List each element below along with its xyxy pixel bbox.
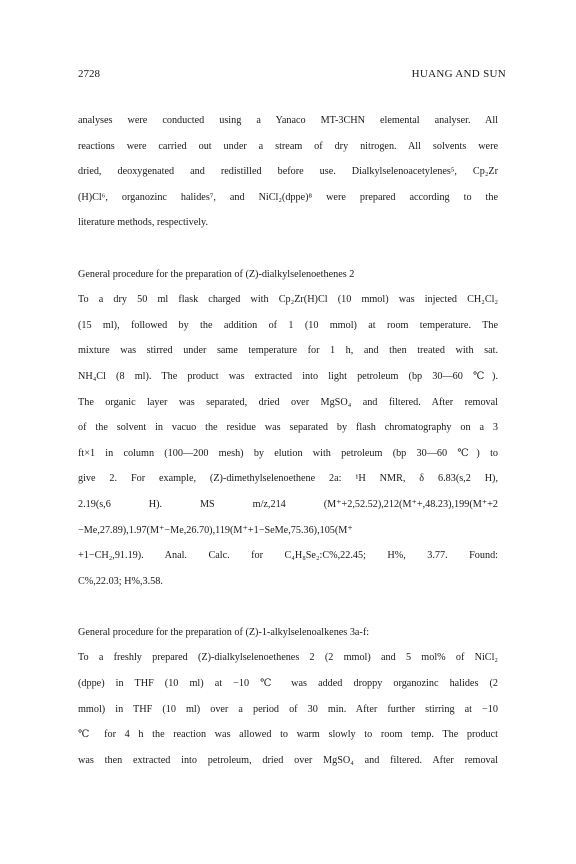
text-line: NH₄Cl (8 ml). The product was extracted into light petroleum (bp 30—60 ℃).: [78, 370, 498, 382]
text-line: 2.19(s,6 H). MS m/z,214 (M⁺+2,52.52),212(M⁺+,48.23),199(M⁺+2: [78, 498, 498, 510]
text-line: (dppe) in THF (10 ml) at −10 ℃ was added droppy organozinc halides (2: [78, 678, 498, 690]
text-line: C%,22.03; H%,3.58.: [78, 575, 163, 587]
page-header: [72, 68, 504, 82]
running-title: HUANG AND SUN: [411, 68, 506, 80]
paragraph-gap: [78, 236, 498, 262]
text-line: give 2. For example, (Z)-dimethylselenoethene 2a: ¹H NMR, δ 6.83(s,2 H),: [78, 473, 498, 485]
text-line: mixture was stirred under same temperature for 1 h, and then treated with sat.: [78, 345, 498, 357]
text-line: The organic layer was separated, dried over MgSO₄ and filtered. After removal: [78, 396, 498, 408]
text-line: ft×1 in column (100—200 mesh) by elution with petroleum (bp 30—60 ℃) to: [78, 447, 498, 459]
text-line: mmol) in THF (10 ml) over a period of 30 min. After further stirring at −10: [78, 703, 498, 715]
text-line: was then extracted into petroleum, dried over MgSO₄ and filtered. After removal: [78, 754, 498, 766]
section-heading: General procedure for the preparation of (Z)-1-alkylselenoalkenes 3a-f:: [78, 626, 370, 638]
text-line: −Me,27.89),1.97(M⁺−Me,26.70),119(M⁺+1−SeMe,75.36),105(M⁺: [78, 524, 353, 536]
text-line: (15 ml), followed by the addition of 1 (10 mmol) at room temperature. The: [78, 319, 498, 331]
paragraph-gap: [78, 594, 498, 620]
page-number: 2728: [78, 68, 100, 80]
text-line: To a freshly prepared (Z)-dialkylselenoethenes 2 (2 mmol) and 5 mol% of NiCl₂: [78, 652, 498, 664]
text-line: dried, deoxygenated and redistilled before use. Dialkylselenoacetylenes⁵, Cp₂Zr: [78, 166, 498, 178]
body-text: [78, 108, 498, 773]
section-heading: General procedure for the preparation of (Z)-dialkylselenoethenes 2: [78, 268, 355, 280]
text-line: of the solvent in vacuo the residue was separated by flash chromatography on a 3: [78, 422, 498, 434]
text-line: ℃ for 4 h the reaction was allowed to warm slowly to room temp. The product: [78, 729, 498, 741]
text-line: (H)Cl⁶, organozinc halides⁷, and NiCl₂(dppe)⁸ were prepared according to the: [78, 191, 498, 203]
text-line: literature methods, respectively.: [78, 217, 209, 229]
text-line: To a dry 50 ml flask charged with Cp₂Zr(H)Cl (10 mmol) was injected CH₂Cl₂: [78, 294, 498, 306]
text-line: analyses were conducted using a Yanaco MT-3CHN elemental analyser. All: [78, 115, 498, 126]
text-line: +1−CH₂,91.19). Anal. Calc. for C₄H₈Se₂:C%,22.45; H%, 3.77. Found:: [78, 550, 498, 562]
text-line: reactions were carried out under a stream of dry nitrogen. All solvents were: [78, 140, 498, 152]
